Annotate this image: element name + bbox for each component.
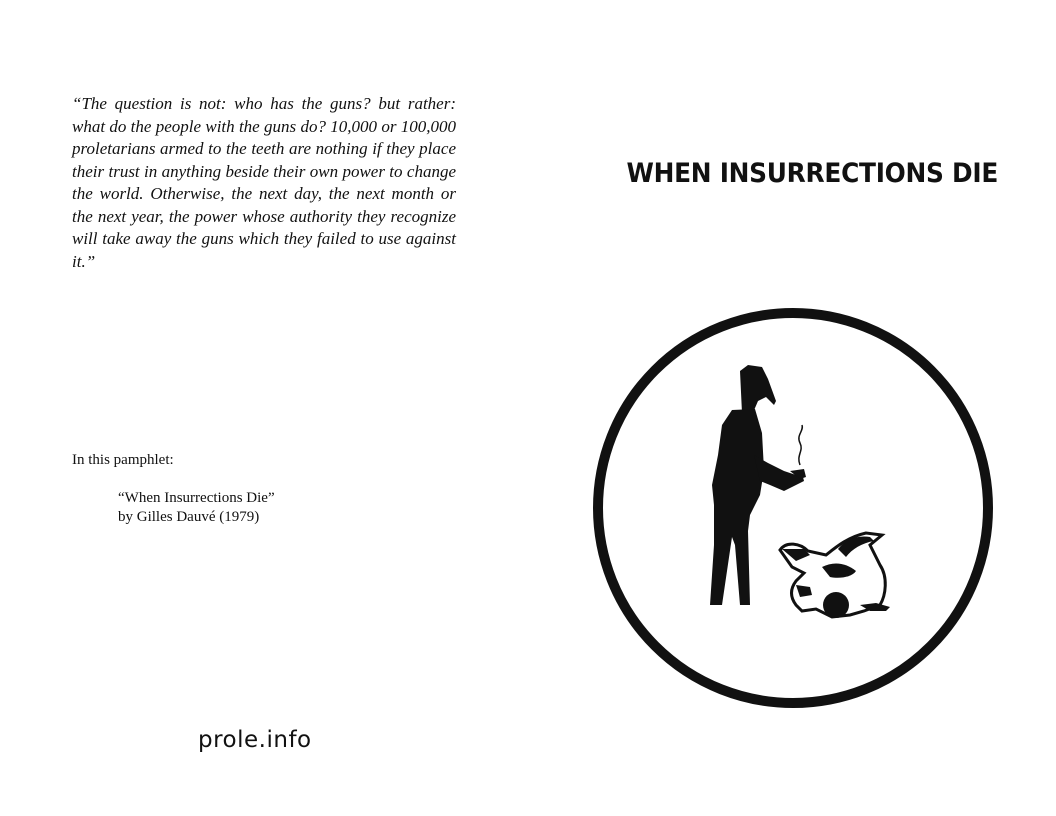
fallen-figure bbox=[780, 533, 890, 618]
contents-item bbox=[118, 489, 275, 527]
standing-figure bbox=[710, 365, 806, 605]
emblem-ring bbox=[598, 313, 988, 703]
cover-title: WHEN INSURRECTIONS DIE bbox=[626, 158, 999, 189]
back-cover-quote: “The question is not: who has the guns? but rather: what do the people with the guns do? 10,000 or 100,000 proletarians armed to the teeth are nothing if they place their trust in anything beside their own power to change the world. Otherwise, the next day, the next month or the next year, the power whose authority they recognize will take away the guns which they failed to use against it.” bbox=[72, 94, 456, 271]
publisher-site: prole.info bbox=[198, 727, 312, 753]
contents-intro: In this pamphlet: bbox=[72, 452, 174, 468]
contents-item-title: “When Insurrections Die” bbox=[118, 490, 275, 506]
smoke-curl bbox=[799, 425, 802, 465]
contents-item-byline: by Gilles Dauvé (1979) bbox=[118, 509, 260, 525]
gunman-and-fallen-figure-icon bbox=[590, 305, 996, 711]
